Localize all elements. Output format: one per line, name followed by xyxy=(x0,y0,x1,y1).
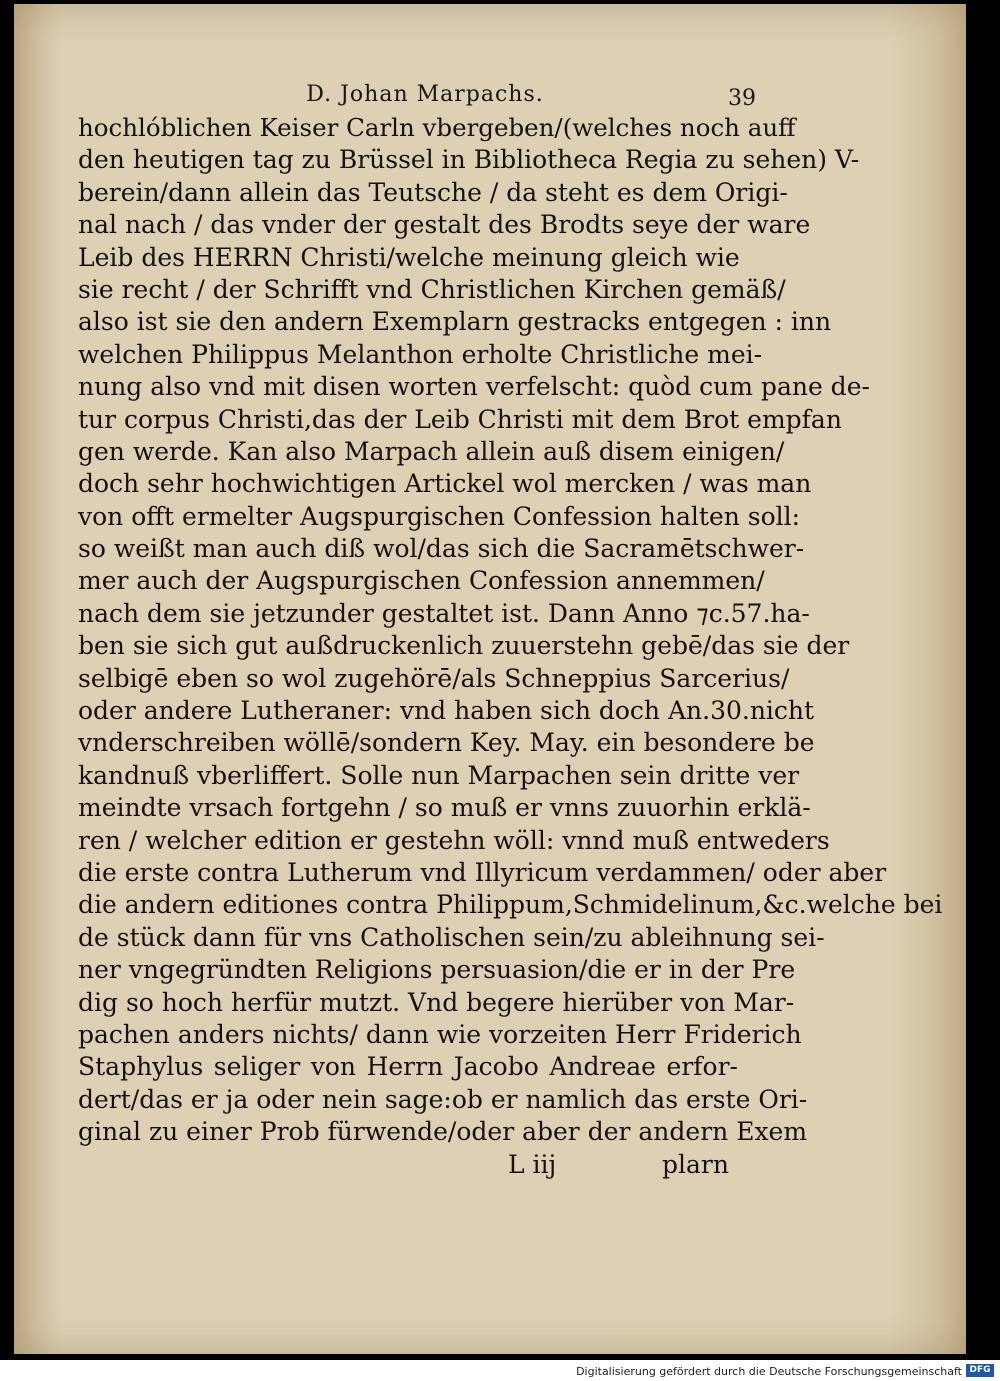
text-line: kandnuß vberliffert. Solle nun Marpachen sein dritte ver xyxy=(78,760,800,790)
text-line: selbigē eben so wol zugehörē/als Schneppius Sarcerius/ xyxy=(78,663,790,693)
text-line: Leib des HERRN Christi/welche meinung gleich wie xyxy=(78,242,740,272)
text-line: vnderschreiben wöllē/sondern Key. May. ein besondere be xyxy=(78,728,815,758)
text-line: ginal zu einer Prob fürwende/oder aber der andern Exem xyxy=(78,1117,808,1147)
text-line: ner vngegründten Religions persuasion/die er in der Pre xyxy=(78,955,796,985)
text-line: so weißt man auch diß wol/das sich die Sacramētschwer- xyxy=(78,534,805,564)
text-line: doch sehr hochwichtigen Artickel wol mercken / was man xyxy=(78,469,812,499)
text-line: den heutigen tag zu Brüssel in Bibliotheca Regia zu sehen) V- xyxy=(78,145,860,175)
text-line: mer auch der Augspurgischen Confession annemmen/ xyxy=(78,566,765,596)
running-header: D. Johan Marpachs. xyxy=(306,82,544,107)
text-line: welchen Philippus Melanthon erholte Christliche mei- xyxy=(78,339,763,369)
text-line: dert/das er ja oder nein sage:ob er namlich das erste Ori- xyxy=(78,1084,808,1114)
signature-mark: L iij xyxy=(508,1150,557,1179)
page-text xyxy=(78,112,943,1149)
catchword: plarn xyxy=(662,1150,729,1179)
text-line: nung also vnd mit disen worten verfelscht: quòd cum pane de- xyxy=(78,372,870,402)
folio-number: 39 xyxy=(728,86,756,111)
text-line: die andern editiones contra Philippum,Schmidelinum,&c.welche bei xyxy=(78,890,943,920)
text-line: tur corpus Christi,das der Leib Christi mit dem Brot empfan xyxy=(78,404,842,434)
funding-credit: Digitalisierung gefördert durch die Deutsche Forschungsgemeinschaft xyxy=(576,1365,962,1378)
text-line: nach dem sie jetzunder gestaltet ist. Dann Anno ⁊c.57.ha- xyxy=(78,598,810,628)
text-line: pachen anders nichts/ dann wie vorzeiten Herr Friderich xyxy=(78,1019,802,1049)
text-line: dig so hoch herfür mutzt. Vnd begere hierüber von Mar- xyxy=(78,987,795,1017)
text-line: ben sie sich gut außdruckenlich zuuerstehn gebē/das sie der xyxy=(78,631,850,661)
text-line: Staphylus seliger von Herrn Jacobo Andreae erfor- xyxy=(78,1052,738,1082)
text-line: oder andere Lutheraner: vnd haben sich doch An.30.nicht xyxy=(78,696,815,726)
text-line: gen werde. Kan also Marpach allein auß disem einigen/ xyxy=(78,436,785,466)
text-line: die erste contra Lutherum vnd Illyricum verdammen/ oder aber xyxy=(78,857,887,887)
text-line: also ist sie den andern Exemplarn gestracks entgegen : inn xyxy=(78,307,832,337)
text-line: sie recht / der Schrifft vnd Christlichen Kirchen gemäß/ xyxy=(78,274,786,304)
text-line: berein/dann allein das Teutsche / da steht es dem Origi- xyxy=(78,177,788,207)
text-line: von offt ermelter Augspurgischen Confession halten soll: xyxy=(78,501,801,531)
text-line: de stück dann für vns Catholischen sein/zu ableihnung sei- xyxy=(78,922,825,952)
text-line: ren / welcher edition er gestehn wöll: vnnd muß entweders xyxy=(78,825,830,855)
dfg-logo: DFG xyxy=(966,1364,994,1377)
text-line: nal nach / das vnder der gestalt des Brodts seye der ware xyxy=(78,210,811,240)
text-line: hochlóblichen Keiser Carln vbergeben/(welches noch auff xyxy=(78,113,796,142)
text-line: meindte vrsach fortgehn / so muß er vnns zuuorhin erklä- xyxy=(78,793,811,823)
